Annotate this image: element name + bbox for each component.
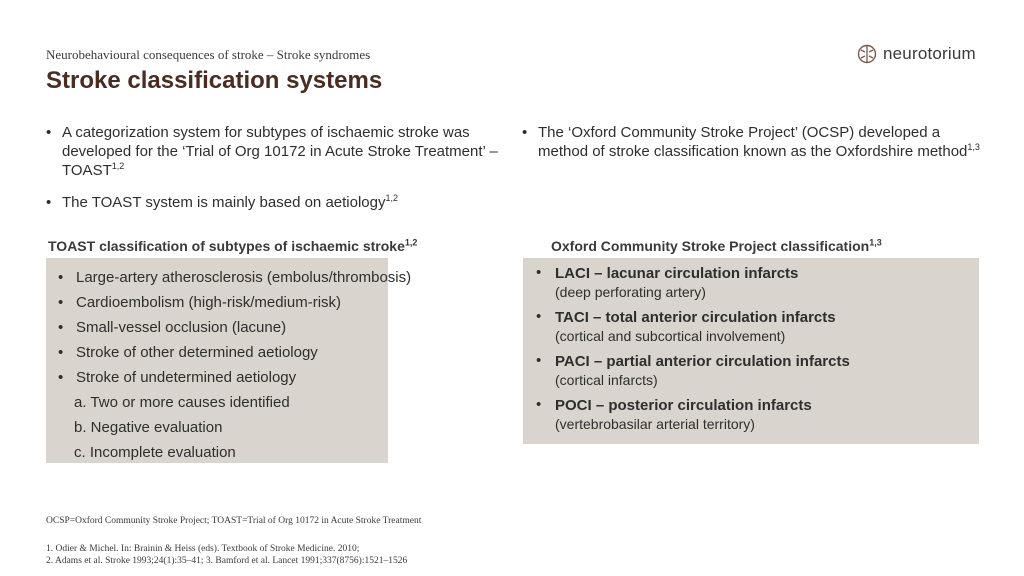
slide-subtitle: Neurobehavioural consequences of stroke – Stroke syndromes (46, 47, 371, 62)
toast-item: • Stroke of undetermined aetiology (56, 365, 388, 390)
bullet-ocsp-intro: • The ‘Oxford Community Stroke Project’ (OCSP) developed a method of stroke classification known as the Oxfordshire method$^{1,3}$ (522, 123, 982, 161)
brand-logo[interactable] (857, 44, 976, 64)
toast-sub-item: a. Two or more causes identified (74, 394, 290, 411)
brand-name: neurotorium (883, 44, 976, 63)
bullet-toast-intro: • A categorization system for subtypes of ischaemic stroke was developed for the ‘Trial of Org 10172 in Acute Stroke Treatment’ – TOAST$^{1,2}$ (46, 123, 506, 180)
left-bullet-list (46, 123, 506, 226)
reference-line: 2. Adams et al. Stroke 1993;24(1):35–41; 3. Bamford et al. Lancet 1991;337(8756):1521–1526 (46, 556, 408, 566)
reference-line: 1. Odier & Michel. In: Brainin & Heiss (eds). Textbook of Stroke Medicine. 2010; (46, 544, 360, 554)
toast-sub-item: c. Incomplete evaluation (74, 444, 236, 461)
references-footnote (46, 543, 407, 567)
ocsp-item-taci: • TACI – total anterior circulation infarcts (cortical and subcortical involvement) (533, 308, 979, 346)
ocsp-item-poci: • POCI – posterior circulation infarcts (vertebrobasilar arterial territory) (533, 396, 979, 434)
ocsp-heading: Oxford Community Stroke Project classification$^{1,3}$ (551, 237, 882, 254)
ocsp-item-laci: • LACI – lacunar circulation infarcts (deep perforating artery) (533, 264, 979, 302)
toast-sub-item: b. Negative evaluation (74, 419, 223, 436)
toast-item: • Cardioembolism (high-risk/medium-risk) (56, 290, 388, 315)
bullet-toast-aetiology: • The TOAST system is mainly based on aetiology$^{1,2}$ (46, 193, 506, 212)
toast-item: • Small-vessel occlusion (lacune) (56, 315, 388, 340)
slide-title: Stroke classification systems (46, 67, 383, 94)
ocsp-item-paci: • PACI – partial anterior circulation infarcts (cortical infarcts) (533, 352, 979, 390)
right-bullet-list (522, 123, 982, 175)
toast-box (46, 258, 412, 463)
toast-item: • Large-artery atherosclerosis (embolus/thrombosis) (56, 265, 388, 290)
abbreviations-footnote: OCSP=Oxford Community Stroke Project; TOAST=Trial of Org 10172 in Acute Stroke Treatment (46, 516, 422, 526)
brain-logo-icon (857, 44, 877, 64)
toast-heading: TOAST classification of subtypes of ischaemic stroke$^{1,2}$ (48, 237, 418, 254)
clipboard-checklist-icon (394, 314, 514, 464)
toast-item: • Stroke of other determined aetiology (56, 340, 388, 365)
ocsp-box (523, 258, 979, 444)
